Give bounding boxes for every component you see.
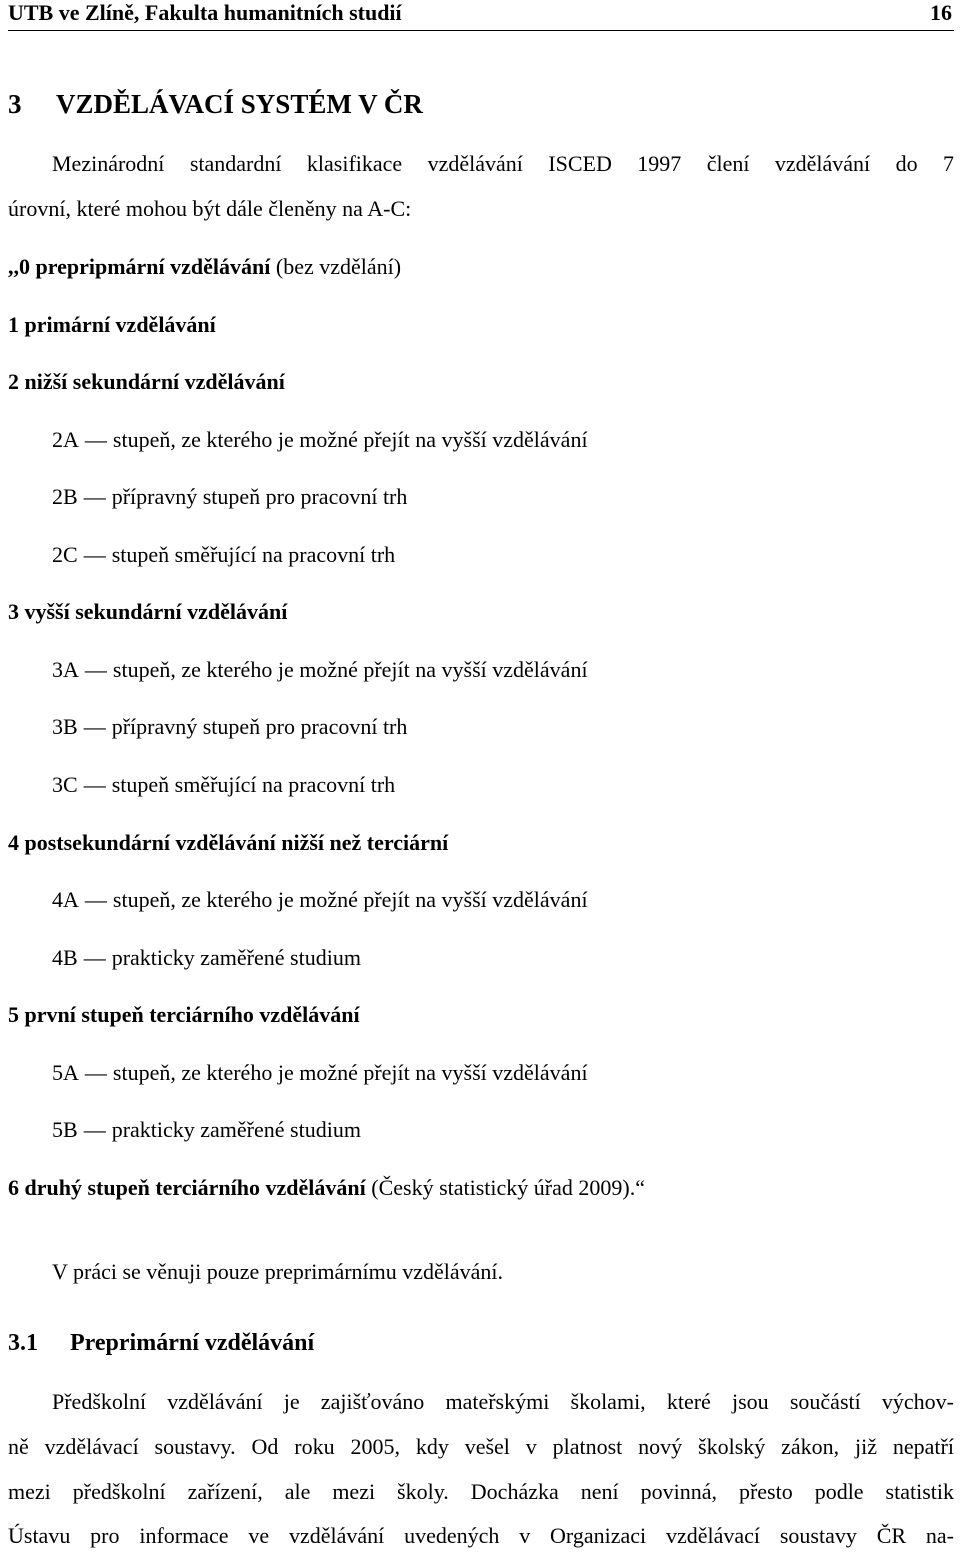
section-number: 3.1	[8, 1330, 38, 1356]
sublevel-item	[52, 713, 407, 741]
level-item: 4 postsekundární vzdělávání nižší než terciární	[8, 830, 449, 855]
sublevel-item	[52, 1116, 361, 1144]
sublevel-text: prakticky zaměřené studium	[111, 1117, 361, 1142]
sublevel-code: 3A	[52, 657, 79, 682]
intro-line-2: úrovní, které mohou být dále členěny na A-C:	[8, 196, 412, 221]
sublevel-code: 3C	[52, 772, 78, 797]
sublevel-text: stupeň směřující na pracovní trh	[111, 772, 396, 797]
level-item	[8, 253, 401, 281]
sublevel-code: 3B	[52, 714, 78, 739]
header-title: UTB ve Zlíně, Fakulta humanitních studií	[8, 0, 402, 25]
chapter-title: VZDĚLÁVACÍ SYSTÉM V ČR	[56, 89, 423, 119]
sublevel-dash: —	[83, 772, 106, 797]
level-item: 5 první stupeň terciárního vzdělávání	[8, 1002, 360, 1027]
sublevel-code: 2B	[52, 484, 78, 509]
level-note: (bez vzdělání)	[270, 254, 402, 279]
sublevel-item	[52, 886, 588, 914]
paragraph-line-1: Předškolní vzdělávání je zajišťováno mateřskými školami, které jsou součástí výchov-	[52, 1389, 954, 1414]
sublevel-dash: —	[84, 887, 107, 912]
sublevel-item	[52, 656, 588, 684]
sublevel-code: 4A	[52, 887, 79, 912]
sublevel-code: 4B	[52, 945, 78, 970]
sublevel-text: stupeň, ze kterého je možné přejít na vyšší vzdělávání	[112, 427, 588, 452]
sublevel-dash: —	[83, 714, 106, 739]
intro-line-1: Mezinárodní standardní klasifikace vzdělávání ISCED 1997 člení vzdělávání do 7	[52, 151, 954, 176]
paragraph-line-3: mezi předškolní zařízení, ale mezi školy. Docházka není povinná, přesto podle statistik	[8, 1479, 954, 1504]
sublevel-text: stupeň, ze kterého je možné přejít na vyšší vzdělávání	[112, 1060, 588, 1085]
sublevel-code: 5B	[52, 1117, 78, 1142]
sublevel-text: stupeň, ze kterého je možné přejít na vyšší vzdělávání	[112, 887, 588, 912]
sublevel-code: 5A	[52, 1060, 79, 1085]
sublevel-code: 2C	[52, 542, 78, 567]
sublevel-item	[52, 1059, 588, 1087]
sublevel-item	[52, 426, 588, 454]
section-heading	[8, 1328, 314, 1358]
chapter-number: 3	[8, 89, 22, 119]
level-item	[8, 1174, 645, 1202]
sublevel-dash: —	[84, 1060, 107, 1085]
sublevel-code: 2A	[52, 427, 79, 452]
level-label: ,,0 prepripmární vzdělávání	[8, 254, 271, 279]
sublevel-item	[52, 541, 395, 569]
sublevel-item	[52, 944, 361, 972]
paragraph-line-4: Ústavu pro informace ve vzdělávání uvedených v Organizaci vzdělávací soustavy ČR na-	[8, 1523, 954, 1548]
sublevel-dash: —	[84, 657, 107, 682]
sublevel-text: prakticky zaměřené studium	[111, 945, 361, 970]
sublevel-text: přípravný stupeň pro pracovní trh	[111, 714, 408, 739]
sublevel-text: stupeň, ze kterého je možné přejít na vyšší vzdělávání	[112, 657, 588, 682]
level-label: 6 druhý stupeň terciárního vzdělávání	[8, 1175, 366, 1200]
level-note: (Český statistický úřad 2009).“	[365, 1175, 645, 1200]
sublevel-text: přípravný stupeň pro pracovní trh	[111, 484, 408, 509]
sublevel-dash: —	[83, 1117, 106, 1142]
note-paragraph: V práci se věnuji pouze preprimárnímu vzdělávání.	[52, 1259, 504, 1284]
sublevel-item	[52, 483, 407, 511]
sublevel-text: stupeň směřující na pracovní trh	[111, 542, 396, 567]
chapter-heading	[8, 88, 423, 120]
sublevel-dash: —	[84, 427, 107, 452]
level-item: 3 vyšší sekundární vzdělávání	[8, 599, 288, 624]
level-item: 1 primární vzdělávání	[8, 312, 216, 337]
section-title: Preprimární vzdělávání	[70, 1330, 315, 1356]
sublevel-dash: —	[83, 542, 106, 567]
level-item: 2 nižší sekundární vzdělávání	[8, 369, 285, 394]
sublevel-item	[52, 771, 395, 799]
sublevel-dash: —	[83, 484, 106, 509]
paragraph-line-2: ně vzdělávací soustavy. Od roku 2005, kdy vešel v platnost nový školský zákon, již nepatří	[8, 1434, 954, 1459]
sublevel-dash: —	[83, 945, 106, 970]
page-header	[8, 0, 954, 31]
page-number: 16	[930, 0, 952, 25]
